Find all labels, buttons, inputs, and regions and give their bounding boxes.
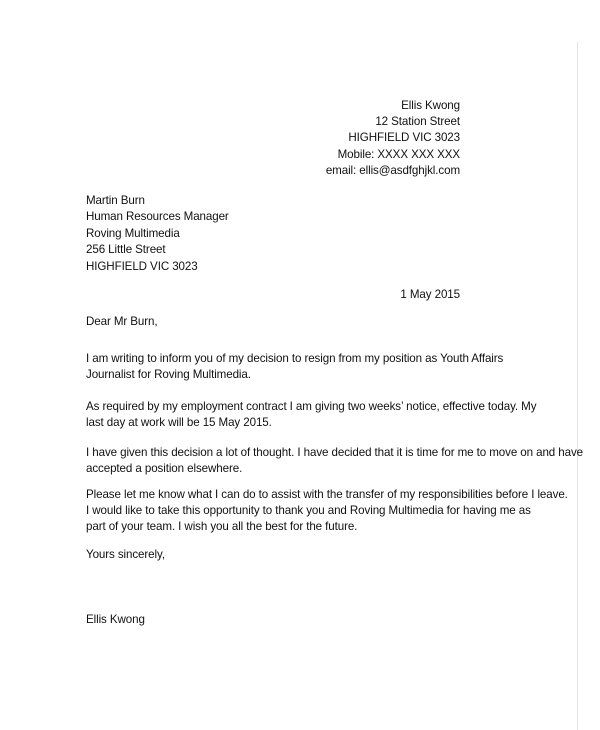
sender-street: 12 Station Street xyxy=(375,115,460,128)
recipient-company: Roving Multimedia xyxy=(86,227,180,240)
paragraph-line: last day at work will be 15 May 2015. xyxy=(86,416,272,429)
recipient-name: Martin Burn xyxy=(86,194,145,207)
paragraph-line: I have given this decision a lot of thought. I have decided that it is time for me to move on and have xyxy=(86,446,584,459)
paragraph-line: Journalist for Roving Multimedia. xyxy=(86,368,251,381)
sender-name: Ellis Kwong xyxy=(401,99,460,112)
salutation: Dear Mr Burn, xyxy=(86,315,158,328)
closing: Yours sincerely, xyxy=(86,548,165,561)
paragraph-line: accepted a position elsewhere. xyxy=(86,462,243,475)
sender-city: HIGHFIELD VIC 3023 xyxy=(348,131,460,144)
paragraph-line: I would like to take this opportunity to thank you and Roving Multimedia for having me as xyxy=(86,504,531,517)
sender-mobile: Mobile: XXXX XXX XXX xyxy=(337,148,460,161)
paragraph-line: I am writing to inform you of my decision to resign from my position as Youth Affairs xyxy=(86,352,504,365)
paragraph-line: part of your team. I wish you all the best for the future. xyxy=(86,520,358,533)
page-edge-divider xyxy=(577,42,578,730)
recipient-street: 256 Little Street xyxy=(86,243,166,256)
paragraph-line: As required by my employment contract I am giving two weeks’ notice, effective today. My xyxy=(86,400,537,413)
paragraph-line: Please let me know what I can do to assist with the transfer of my responsibilities before I leave. xyxy=(86,488,568,501)
recipient-city: HIGHFIELD VIC 3023 xyxy=(86,260,198,273)
recipient-title: Human Resources Manager xyxy=(86,210,229,223)
signature-name: Ellis Kwong xyxy=(86,613,145,626)
letter-date: 1 May 2015 xyxy=(400,288,460,301)
sender-email: email: ellis@asdfghjkl.com xyxy=(325,164,460,177)
